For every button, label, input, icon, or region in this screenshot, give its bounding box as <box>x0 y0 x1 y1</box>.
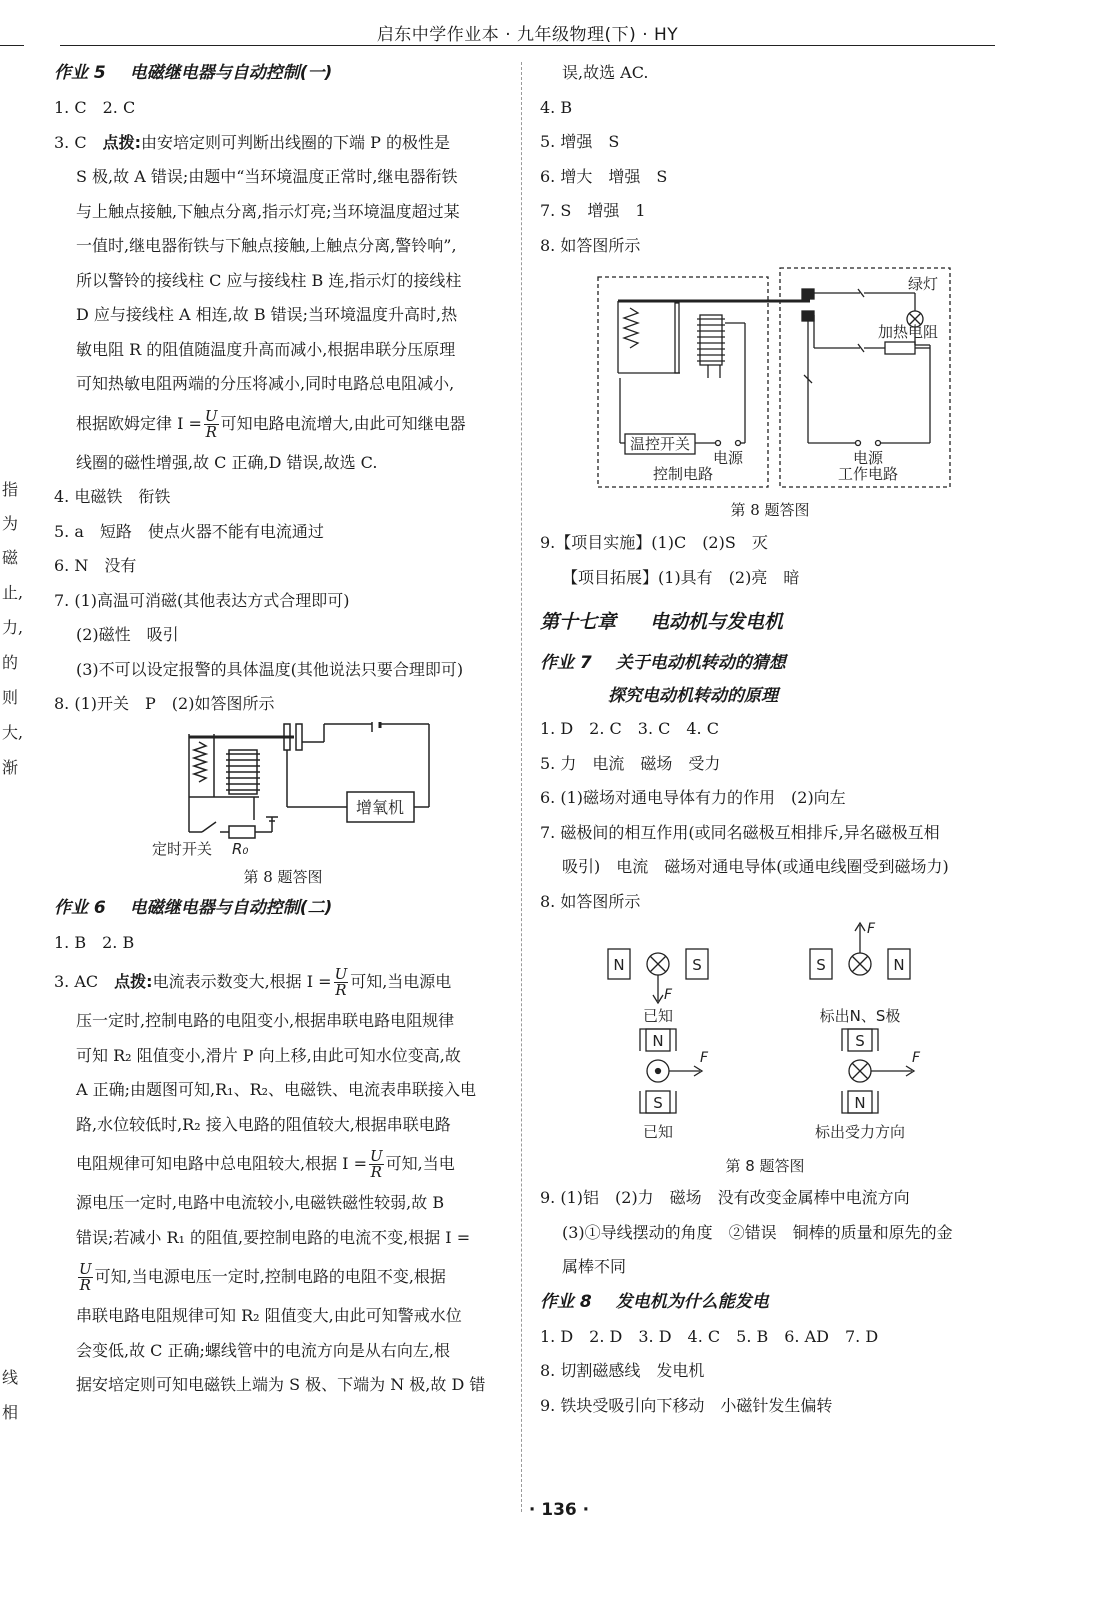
section-number: 作业 8 <box>540 1291 592 1312</box>
edge-fragment: 为 <box>2 514 19 533</box>
answer-line: 8. 如答图所示 <box>540 891 641 911</box>
mark-poles-label: 标出N、S极 <box>819 1007 901 1025</box>
answer-line: A 正确;由题图可知,R₁、R₂、电磁铁、电流表串联接入电 <box>76 1080 477 1099</box>
hint-keyword: 点拨: <box>102 132 142 152</box>
work-power-label: 电源 <box>852 449 884 467</box>
answer-line: 9. 铁块受吸引向下移动 小磁针发生偏转 <box>540 1395 833 1415</box>
edge-rule <box>0 45 24 46</box>
answer-line: D 应与接线柱 A 相连,故 B 错误;当环境温度升高时,热 <box>76 305 458 324</box>
answer-line: 敏电阻 R 的阻值随温度升高而减小,根据串联分压原理 <box>76 339 456 359</box>
edge-fragment: 力, <box>2 618 24 637</box>
answer-line: 6. 增大 增强 S <box>540 166 668 186</box>
figure-relay-oxygen-pump <box>54 722 512 887</box>
answer-line: 1. D 2. C 3. C 4. C <box>540 719 719 738</box>
section-name: 发电机为什么能发电 <box>615 1291 769 1312</box>
answer-line: 9. (1)铝 (2)力 磁场 没有改变金属棒中电流方向 <box>540 1188 910 1207</box>
force-direction-diagram <box>540 919 1000 1181</box>
answer-line: 属棒不同 <box>562 1257 627 1276</box>
section-name: 电磁继电器与自动控制(二) <box>129 897 333 918</box>
hint-keyword: 点拨: <box>114 972 153 991</box>
answer-line: 一值时,继电器衔铁与下触点接触,上触点分离,警铃响”, <box>76 236 457 255</box>
fraction-u-over-r: $\frac{U}{R}$ <box>334 965 348 999</box>
answer-line: 误,故选 AC. <box>562 63 649 82</box>
switch-blade <box>202 822 216 832</box>
figure-relay-heater <box>540 263 1000 520</box>
green-lamp-label: 绿灯 <box>907 275 939 293</box>
answer-line: (3)①导线摆动的角度 ②错误 铜棒的质量和原先的金 <box>562 1222 953 1242</box>
resistor-r0 <box>229 826 255 838</box>
section-title-hw7 <box>540 648 1000 706</box>
force-label: F <box>700 1050 709 1066</box>
edge-fragment: 线 <box>2 1368 19 1387</box>
edge-fragment: 相 <box>2 1403 19 1422</box>
page-number: · 136 · <box>528 1500 590 1520</box>
pole-label: S <box>816 956 826 974</box>
relay-circuit-diagram <box>54 722 512 862</box>
force-label: F <box>912 1050 921 1066</box>
answer-line: 吸引) 电流 磁场对通电导体(或通电线圈受到磁场力) <box>562 857 949 876</box>
left-column <box>54 56 512 1403</box>
heater-resistor <box>885 342 915 354</box>
spring <box>194 742 206 782</box>
answer-line: 6. (1)磁场对通电导体有力的作用 (2)向左 <box>540 788 846 807</box>
pole-label: S <box>692 956 702 974</box>
control-circuit-label: 控制电路 <box>652 465 714 483</box>
answer-line: 根据欧姆定律 I = $\frac{U}{R}$ 可知电路电流增大,由此可知继电器 <box>76 406 466 441</box>
coil-windings <box>226 754 260 790</box>
fraction-u-over-r: $\frac{U}{R}$ <box>204 406 218 441</box>
running-header: 启东中学作业本 · 九年级物理(下) · HY <box>376 25 679 45</box>
lower-contact <box>802 311 814 321</box>
answer-line: S 极,故 A 错误;由题中“当环境温度正常时,继电器衔铁 <box>76 167 458 186</box>
answer-line: 据安培定则可知电磁铁上端为 S 极、下端为 N 极,故 D 错 <box>76 1375 486 1394</box>
answer-line: 线圈的磁性增强,故 C 正确,D 错误,故选 C. <box>76 452 378 472</box>
section-number: 作业 5 <box>54 63 106 83</box>
section-title-hw5 <box>54 58 512 83</box>
section-name-line2: 探究电动机转动的原理 <box>608 686 778 706</box>
edge-fragment: 渐 <box>2 758 19 777</box>
heater-label: 加热电阻 <box>877 323 939 341</box>
pole-label: N <box>613 956 625 974</box>
mark-force-label: 标出受力方向 <box>814 1123 906 1141</box>
upper-contact <box>802 289 814 299</box>
pole-label: N <box>652 1032 664 1050</box>
column-divider <box>521 62 522 1512</box>
answer-line: 错误;若减小 R₁ 的阻值,要控制电路的电流不变,根据 I = <box>76 1227 471 1247</box>
pole-label: N <box>854 1094 866 1112</box>
edge-fragment: 的 <box>2 653 19 672</box>
thermostat-label: 温控开关 <box>629 435 691 453</box>
answer-line: 3. AC 点拨:电流表示数变大,根据 I = $\frac{U}{R}$ 可知,当电源电 <box>54 965 452 999</box>
answer-line: 4. 电磁铁 衔铁 <box>54 487 171 506</box>
section-name: 电磁继电器与自动控制(一) <box>129 63 333 83</box>
chapter-number: 第十七章 <box>540 611 617 633</box>
coil-windings <box>697 319 725 361</box>
figure-caption: 第 8 题答图 <box>243 867 323 886</box>
contact-right <box>296 724 302 750</box>
figure-caption: 第 8 题答图 <box>730 501 810 519</box>
answer-line: 可知热敏电阻两端的分压将减小,同时电路总电阻减小, <box>76 374 455 393</box>
section-title-hw6 <box>54 893 512 918</box>
answer-line: 5. 增强 S <box>540 132 620 151</box>
timer-switch-label: 定时开关 <box>152 839 213 858</box>
answer-line: 会变低,故 C 正确;螺线管中的电流方向是从右向左,根 <box>76 1340 450 1360</box>
answer-line: 压一定时,控制电路的电阻变小,根据串联电路电阻规律 <box>76 1011 455 1030</box>
answer-line: 5. a 短路 使点火器不能有电流通过 <box>54 521 324 541</box>
answer-line: 9.【项目实施】(1)C (2)S 灭 <box>540 533 768 552</box>
edge-fragment: 大, <box>2 723 24 742</box>
figure-force-directions <box>540 919 1000 1181</box>
answer-line: 6. N 没有 <box>54 556 137 575</box>
answer-line: 8. 如答图所示 <box>540 235 641 255</box>
right-column <box>540 56 1000 1423</box>
fraction-u-over-r: $\frac{U}{R}$ <box>370 1147 383 1181</box>
pole-label: S <box>855 1032 865 1050</box>
answer-line: 8. 切割磁感线 发电机 <box>540 1361 705 1380</box>
force-label: F <box>867 921 876 937</box>
coil-core <box>700 315 722 365</box>
answer-line: 7. (1)高温可消磁(其他表达方式合理即可) <box>54 590 350 610</box>
force-label: F <box>664 987 673 1003</box>
figure-caption: 第 8 题答图 <box>725 1157 805 1175</box>
oxygen-pump-label: 增氧机 <box>355 797 405 817</box>
answer-line: 7. S 增强 1 <box>540 201 646 220</box>
pole-label: N <box>893 956 905 974</box>
answer-line: 7. 磁极间的相互作用(或同名磁极互相排斥,异名磁极互相 <box>540 822 940 842</box>
section-title-hw8 <box>540 1287 1000 1312</box>
answer-line: 路,水位较低时,R₂ 接入电路的阻值较大,根据串联电路 <box>76 1114 451 1134</box>
given-label: 已知 <box>642 1007 674 1025</box>
edge-fragment: 指 <box>2 480 19 499</box>
control-power-label: 电源 <box>712 449 744 467</box>
answer-line: 电阻规律可知电路中总电阻较大,根据 I = $\frac{U}{R}$ 可知,当电 <box>76 1147 455 1181</box>
edge-fragment: 磁 <box>2 548 19 567</box>
edge-fragment: 止, <box>2 583 24 602</box>
header-rule <box>60 45 995 46</box>
answer-line: 5. 力 电流 磁场 受力 <box>540 753 721 773</box>
answer-line: 1. C 2. C <box>54 98 136 117</box>
section-number: 作业 7 <box>540 653 592 673</box>
relay-heater-diagram <box>540 263 1000 495</box>
chapter-name: 电动机与发电机 <box>650 611 784 633</box>
section-number: 作业 6 <box>54 897 106 918</box>
given-label: 已知 <box>642 1123 674 1141</box>
edge-fragment: 则 <box>2 688 19 707</box>
answer-line: 【项目拓展】(1)具有 (2)亮 暗 <box>562 567 800 587</box>
answer-line: 4. B <box>540 97 573 117</box>
answer-line: 所以警铃的接线柱 C 应与接线柱 B 连,指示灯的接线柱 <box>76 270 462 290</box>
section-name: 关于电动机转动的猜想 <box>615 653 786 673</box>
pole-label: S <box>653 1094 663 1112</box>
answer-line: 3. C 点拨:由安培定则可判断出线圈的下端 P 的极性是 <box>54 132 450 152</box>
answer-line: $\frac{U}{R}$ 可知,当电源电压一定时,控制电路的电阻不变,根据 <box>79 1260 446 1294</box>
answer-line: 与上触点接触,下触点分离,指示灯亮;当环境温度超过某 <box>76 201 460 221</box>
answer-line: (2)磁性 吸引 <box>76 625 179 644</box>
fraction-u-over-r: $\frac{U}{R}$ <box>79 1260 92 1294</box>
answer-line: 串联电路电阻规律可知 R₂ 阻值变大,由此可知警戒水位 <box>76 1306 462 1325</box>
answer-line: 源电压一定时,电路中电流较小,电磁铁磁性较弱,故 B <box>76 1193 445 1212</box>
answer-line: 8. (1)开关 P (2)如答图所示 <box>54 694 275 713</box>
chapter-title <box>540 607 1000 634</box>
answer-line: (3)不可以设定报警的具体温度(其他说法只要合理即可) <box>76 659 464 679</box>
answer-line: 1. D 2. D 3. D 4. C 5. B 6. AD 7. D <box>540 1326 879 1346</box>
spring <box>624 308 638 348</box>
r0-label: R₀ <box>232 839 249 858</box>
answer-line: 1. B 2. B <box>54 932 135 952</box>
work-circuit-label: 工作电路 <box>837 465 899 483</box>
answer-line: 可知 R₂ 阻值变小,滑片 P 向上移,由此可知水位变高,故 <box>76 1045 461 1065</box>
